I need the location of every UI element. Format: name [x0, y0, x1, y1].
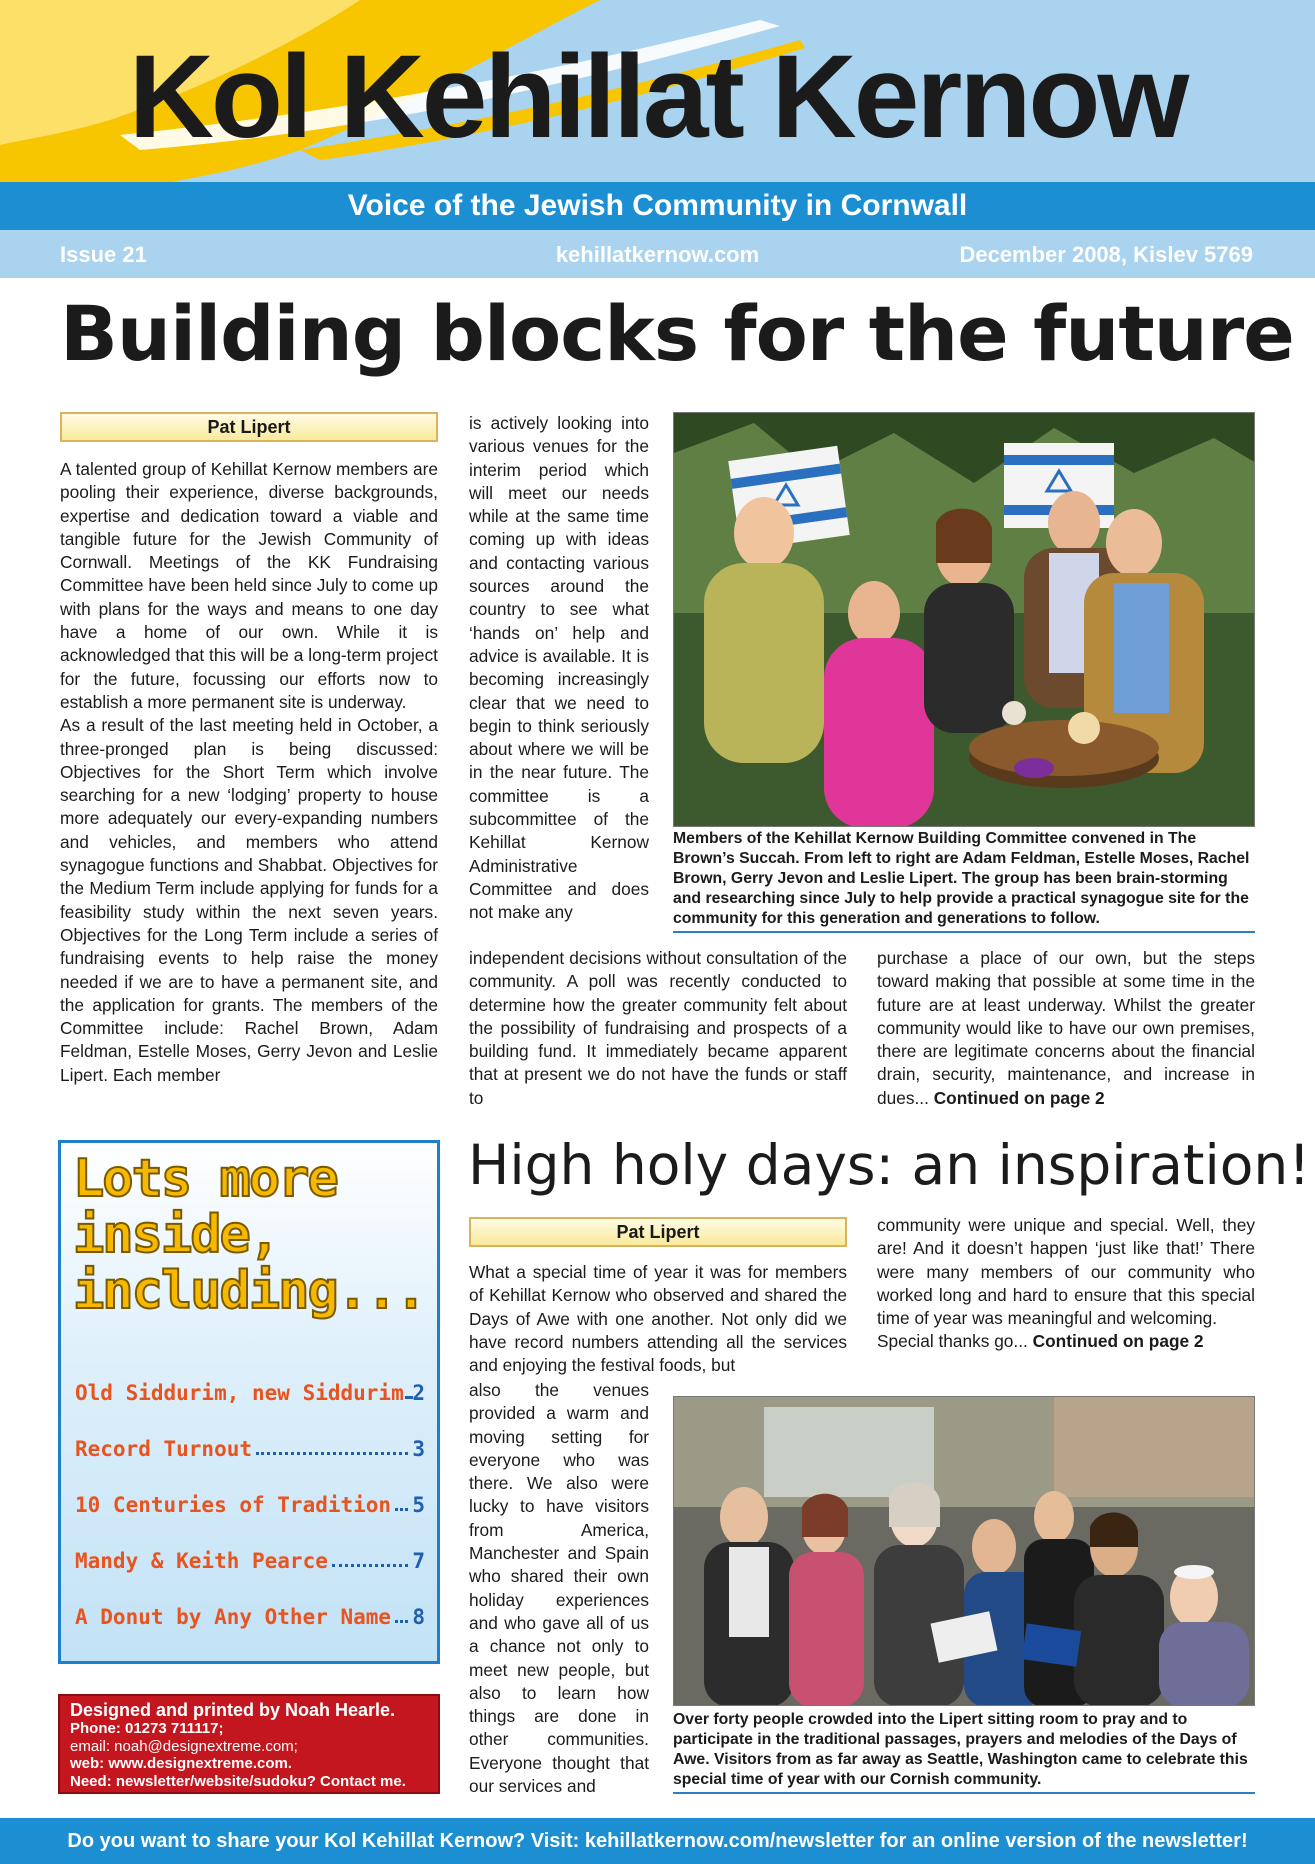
inside-title-line: inside,: [73, 1205, 279, 1265]
toc-item[interactable]: [75, 1381, 425, 1405]
article2-paragraph: community were unique and special. Well, they are! And it doesn’t happen ‘just like that!’ There were many members of our community who worked long and hard to ensure that this special time of year was meaningful and welcoming.: [877, 1215, 1255, 1329]
sitting-room-photo-illustration: [674, 1397, 1255, 1706]
article1-paragraph: is actively looking into various venues for the interim period which will meet our needs while at the same time coming up with ideas and contacting various sources around the country to see what ‘hands on’ help and advice is available. It is becoming increasingly clear that we need to begin to think seriously about where we will be in the near future. The committee is a subcommittee of the Kehillat Kernow Administrative Committee and does not make any: [469, 413, 649, 923]
article1-headline: Building blocks for the future: [60, 289, 1294, 378]
article2-paragraph: [877, 1330, 1255, 1353]
footer-banner[interactable]: Do you want to share your Kol Kehillat Kernow? Visit: kehillatkernow.com/newsletter for an online version of the newsletter!: [0, 1818, 1315, 1864]
issue-number: Issue 21: [60, 242, 147, 267]
toc-item[interactable]: [75, 1493, 425, 1517]
inside-title: [73, 1151, 423, 1319]
designer-email[interactable]: email: noah@designextreme.com;: [70, 1737, 298, 1755]
issue-date: December 2008, Kislev 5769: [959, 242, 1253, 267]
designer-name: Designed and printed by Noah Hearle.: [70, 1700, 396, 1720]
article1-column2: [469, 412, 649, 925]
article1-paragraph-text: purchase a place of our own, but the steps toward making that possible at some time in the future are at least underway. Whilst the greater community would like to have our own premises, there are legitimate concerns about the financial drain, security, maintenance, and increase in dues...: [877, 948, 1255, 1108]
toc-leader-dots: [395, 1493, 408, 1511]
toc-item-page: 2: [412, 1381, 425, 1405]
article1-byline: Pat Lipert: [60, 412, 438, 442]
designer-phone: Phone: 01273 711117;: [70, 1720, 224, 1737]
toc-item-page: 3: [412, 1437, 425, 1461]
toc-item-label: Mandy & Keith Pearce: [75, 1549, 328, 1573]
inside-title-line: Lots more: [73, 1149, 337, 1209]
masthead-website[interactable]: kehillatkernow.com: [555, 242, 760, 267]
article1-paragraph: A talented group of Kehillat Kernow members are pooling their experience, diverse backgrounds, expertise and dedication toward a viable and tangible future for the Jewish Community of Cornwall. Meetings of the KK Fundraising Committee have been held since July to come up with plans for the ways and means to one day have a home of our own. While it is acknowledged that this will be a long-term project for the future, focussing our efforts now to establish a more permanent site is underway.: [60, 459, 438, 712]
article1-continued-link[interactable]: Continued on page 2: [933, 1087, 1105, 1108]
masthead: [0, 0, 1315, 278]
article2-byline: Pat Lipert: [469, 1217, 847, 1247]
toc-item-label: A Donut by Any Other Name: [75, 1605, 392, 1629]
article2-continued-link[interactable]: Continued on page 2: [1032, 1331, 1204, 1352]
article2-paragraph: also the venues provided a warm and moving setting for everyone who was there. We also were lucky to have visitors from America, Manchester and Spain who shared their own holiday experiences and who gave all of us a chance not only to meet new people, but also to learn how things are done in other communities. Everyone thought that our services and: [469, 1380, 649, 1797]
toc-item-page: 8: [412, 1605, 425, 1629]
toc-item[interactable]: [75, 1549, 425, 1573]
article1-column1: [60, 458, 438, 1087]
article1-paragraph: independent decisions without consultation of the community. A poll was recently conducted to determine how the greater community felt about the possibility of fundraising and prospects of a building fund. It immediately became apparent that at present we do not have the funds or staff to: [469, 948, 847, 1108]
toc-item-page: 5: [412, 1493, 425, 1517]
masthead-subtitle: Voice of the Jewish Community in Cornwall: [0, 182, 1315, 230]
sitting-room-photo: [673, 1396, 1255, 1706]
toc-item[interactable]: [75, 1605, 425, 1629]
article2-column1-continued: [469, 1379, 649, 1798]
designer-credit-box: [58, 1694, 440, 1794]
committee-photo: [673, 412, 1255, 827]
article2-column2: [877, 1214, 1255, 1354]
article1-column3: [877, 947, 1255, 1110]
toc-item[interactable]: [75, 1437, 425, 1461]
article2-headline: High holy days: an inspiration!: [468, 1133, 1311, 1197]
committee-photo-illustration: [674, 413, 1255, 827]
article1-paragraph: [877, 947, 1255, 1110]
designer-tagline: Need: newsletter/website/sudoku? Contact me.: [70, 1772, 406, 1790]
toc-item-label: 10 Centuries of Tradition: [75, 1493, 392, 1517]
masthead-info-bar: [0, 236, 1315, 272]
inside-contents-box: [58, 1140, 440, 1664]
masthead-title: Kol Kehillat Kernow: [128, 31, 1187, 163]
inside-title-line: including...: [73, 1261, 425, 1321]
toc-item-page: 7: [412, 1549, 425, 1573]
toc-leader-dots: [256, 1437, 408, 1455]
toc-item-label: Old Siddurim, new Siddurim: [75, 1381, 404, 1405]
toc-item-label: Record Turnout: [75, 1437, 253, 1461]
article2-paragraph-text: Special thanks go...: [877, 1331, 1028, 1352]
article2-column1: [469, 1261, 847, 1377]
toc-leader-dots: [332, 1549, 408, 1567]
article1-column2-continued: [469, 947, 847, 1110]
sitting-room-photo-caption: Over forty people crowded into the Lipert sitting room to pray and to participate in the traditional passages, prayers and melodies of the Days of Awe. Visitors from as far away as Seattle, Washington came to celebrate this special time of year with our Cornish community.: [673, 1710, 1255, 1794]
article1-paragraph: As a result of the last meeting held in October, a three-pronged plan is being discussed: Objectives for the Short Term which involve searching for a new ‘lodging’ property to house more adequately our every-expanding numbers and vehicles, and members who attend synagogue functions and Shabbat. Objectives for the Medium Term include applying for funds for a feasibility study within the next seven years. Objectives for the Long Term include a series of fundraising events to help raise the money needed if we are to have a permanent site, and the application for grants. The members of the Committee include: Rachel Brown, Adam Feldman, Estelle Moses, Gerry Jevon and Leslie Lipert. Each member: [60, 715, 438, 1085]
toc-leader-dots: [408, 1381, 409, 1399]
designer-web[interactable]: web: www.designextreme.com.: [70, 1755, 293, 1772]
committee-photo-caption: Members of the Kehillat Kernow Building Committee convened in The Brown’s Succah. From left to right are Adam Feldman, Estelle Moses, Rachel Brown, Gerry Jevon and Leslie Lipert. The group has been brain-storming and researching since July to help provide a practical synagogue site for the community for this generation and generations to follow.: [673, 829, 1255, 933]
article2-paragraph: What a special time of year it was for members of Kehillat Kernow who observed and shared the Days of Awe with one another. Not only did we have record numbers attending all the services and enjoying the festival foods, but: [469, 1262, 847, 1376]
toc-leader-dots: [395, 1605, 408, 1623]
